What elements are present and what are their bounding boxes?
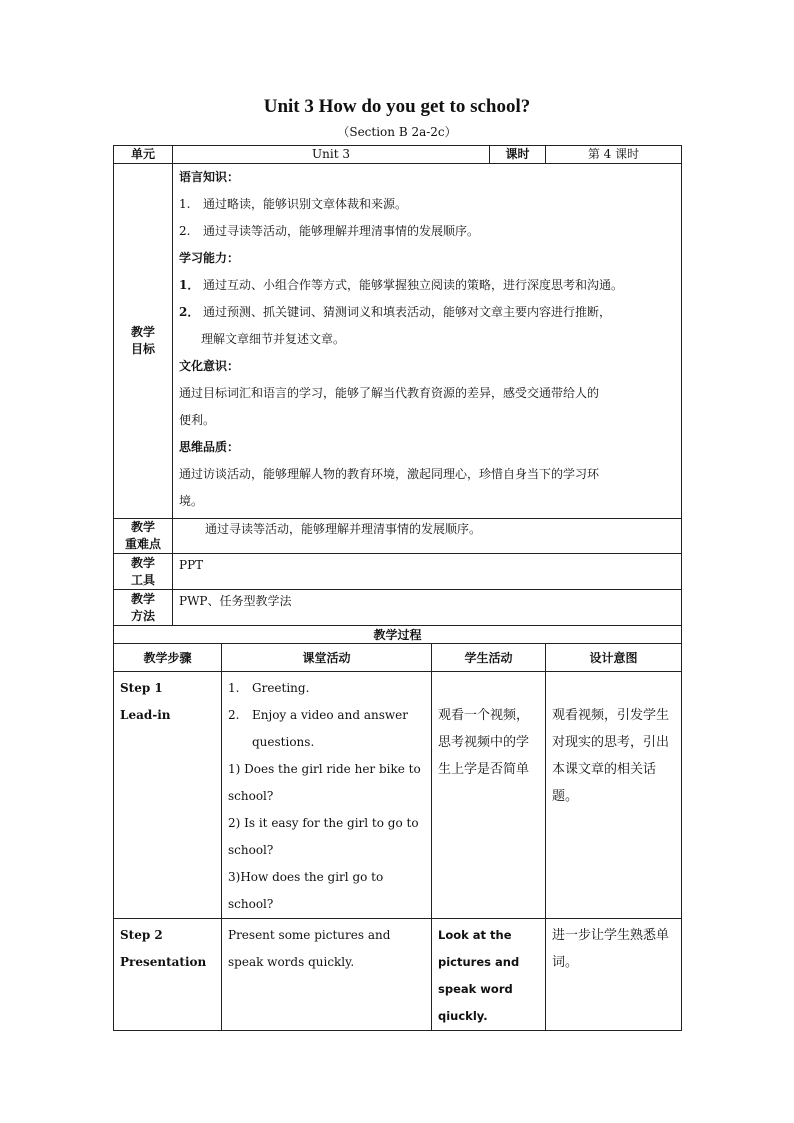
- step2-row: [114, 919, 682, 1031]
- step2-name-line1: Step 2: [120, 928, 163, 942]
- step2-intent: 进一步让学生熟悉单词。: [546, 919, 682, 1031]
- tools-label: [114, 554, 173, 590]
- unit-value: Unit 3: [173, 146, 490, 164]
- process-header-student: 学生活动: [432, 644, 546, 672]
- thinking-text-1: 通过访谈活动，能够理解人物的教育环境，激起同理心，珍惜自身当下的学习环: [179, 467, 600, 481]
- methods-label: [114, 590, 173, 626]
- keypoints-text: 通过寻读等活动，能够理解并理清事情的发展顺序。: [173, 519, 682, 554]
- step1-activity-2-cont: questions.: [252, 735, 315, 749]
- knowledge-item-2: 2. 通过寻读等活动，能够理解并理清事情的发展顺序。: [179, 224, 480, 238]
- ability-title: 学习能力：: [179, 251, 240, 265]
- methods-row: [114, 590, 682, 626]
- step1-q1a: 1) Does the girl ride her bike to: [228, 762, 421, 776]
- process-header-activity: 课堂活动: [222, 644, 432, 672]
- step2-student: Look at the pictures and speak word qiuckly.: [432, 919, 546, 1031]
- keypoints-label: [114, 519, 173, 554]
- document-title: Unit 3 How do you get to school?: [263, 96, 531, 117]
- step1-q3: 3)How does the girl go to school?: [228, 870, 384, 911]
- step2-name-line2: Presentation: [120, 955, 207, 969]
- ability-item-2-cont: 理解文章细节并复述文章。: [201, 332, 346, 346]
- process-title: 教学过程: [114, 626, 682, 644]
- objectives-content: [173, 164, 682, 519]
- unit-label: 单元: [114, 146, 173, 164]
- culture-title: 文化意识：: [179, 359, 240, 373]
- step2-activity: Present some pictures and speak words quickly.: [222, 919, 432, 1031]
- methods-label-line1: 教学: [130, 591, 155, 606]
- objectives-label: [114, 164, 173, 519]
- objectives-row: [114, 164, 682, 519]
- document-subtitle: （Section B 2a-2c）: [337, 125, 457, 139]
- step1-intent: 观看视频，引发学生对现实的思考，引出本课文章的相关话题。: [546, 672, 682, 919]
- step1-activity-2: 2. Enjoy a video and answer: [228, 708, 408, 722]
- objectives-label-line1: 教学: [130, 325, 155, 339]
- ability-item-2: 2． 通过预测、抓关键词、猜测词义和填表活动，能够对文章主要内容进行推断，: [179, 305, 612, 319]
- step1-row: [114, 672, 682, 919]
- lesson-plan-table: [113, 145, 682, 1031]
- process-header-intent: 设计意图: [546, 644, 682, 672]
- step1-name: [114, 672, 222, 919]
- methods-text: PWP、任务型教学法: [173, 590, 682, 626]
- knowledge-title: 语言知识：: [179, 170, 240, 184]
- step1-activity: [222, 672, 432, 919]
- thinking-title: 思维品质：: [179, 440, 240, 454]
- step1-activity-1: 1. Greeting.: [228, 681, 310, 695]
- period-value: 第 4 课时: [546, 146, 682, 164]
- tools-label-line2: 工具: [130, 572, 155, 587]
- step2-name: [114, 919, 222, 1031]
- step1-q2b: school?: [228, 843, 274, 857]
- step1-name-line1: Step 1: [120, 681, 163, 695]
- process-title-row: [114, 626, 682, 644]
- step1-q2a: 2) Is it easy for the girl to go to: [228, 816, 419, 830]
- tools-text: PPT: [173, 554, 682, 590]
- header-row: [114, 146, 682, 164]
- process-header-row: [114, 644, 682, 672]
- methods-label-line2: 方法: [130, 608, 155, 623]
- period-label: 课时: [490, 146, 546, 164]
- ability-item-1: 1． 通过互动、小组合作等方式，能够掌握独立阅读的策略，进行深度思考和沟通。: [179, 278, 624, 292]
- step1-q1b: school?: [228, 789, 274, 803]
- culture-text-2: 便利。: [179, 413, 216, 427]
- knowledge-item-1: 1. 通过略读，能够识别文章体裁和来源。: [179, 197, 408, 211]
- keypoints-row: [114, 519, 682, 554]
- tools-label-line1: 教学: [130, 555, 155, 570]
- step1-name-line2: Lead-in: [120, 708, 171, 722]
- keypoints-label-line2: 重难点: [124, 537, 161, 551]
- keypoints-label-line1: 教学: [130, 520, 155, 534]
- tools-row: [114, 554, 682, 590]
- culture-text-1: 通过目标词汇和语言的学习，能够了解当代教育资源的差异，感受交通带给人的: [179, 386, 600, 400]
- step1-student: 观看一个视频，思考视频中的学生上学是否简单: [432, 672, 546, 919]
- thinking-text-2: 境。: [179, 494, 204, 508]
- process-header-step: 教学步骤: [114, 644, 222, 672]
- objectives-label-line2: 目标: [130, 342, 155, 356]
